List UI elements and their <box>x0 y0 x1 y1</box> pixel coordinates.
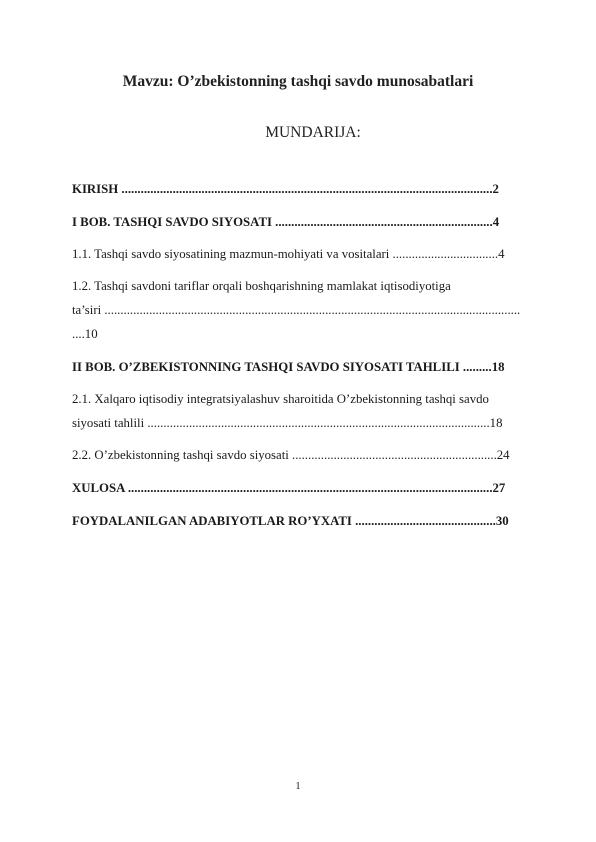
toc-entry-2-1-cont: siyosati tahlili ...........................................................................................................18 <box>72 416 503 430</box>
toc-entry-xulosa: XULOSA ..................................................................................................................27 <box>72 481 506 495</box>
toc-entry-1-1: 1.1. Tashqi savdo siyosatining mazmun-mohiyati va vositalari .................................4 <box>72 247 505 261</box>
toc-entry-2-1: 2.1. Xalqaro iqtisodiy integratsiyalashuv sharoitida O’zbekistonning tashqi savdo <box>72 392 489 406</box>
toc-entry-1-2: 1.2. Tashqi savdoni tariflar orqali boshqarishning mamlakat iqtisodiyotiga <box>72 279 451 293</box>
toc-entry-1-2-page: ....10 <box>72 327 98 341</box>
document-topic: Mavzu: O’zbekistonning tashqi savdo munosabatlari <box>122 73 474 90</box>
page-number: 1 <box>295 781 301 792</box>
toc-entry-adabiyotlar: FOYDALANILGAN ADABIYOTLAR RO’YXATI ............................................30 <box>72 514 509 528</box>
toc-heading: MUNDARIJA: <box>265 124 361 141</box>
toc-entry-bob2: II BOB. O’ZBEKISTONNING TASHQI SAVDO SIYOSATI TAHLILI .........18 <box>72 360 505 374</box>
toc-entry-2-2: 2.2. O’zbekistonning tashqi savdo siyosati ................................................................24 <box>72 448 510 462</box>
toc-entry-kirish: KIRISH ....................................................................................................................2 <box>72 182 499 196</box>
toc-entry-1-2-cont: ta’siri .................................................................................................................................. <box>72 303 521 317</box>
toc-entry-bob1: I BOB. TASHQI SAVDO SIYOSATI ....................................................................4 <box>72 215 500 229</box>
